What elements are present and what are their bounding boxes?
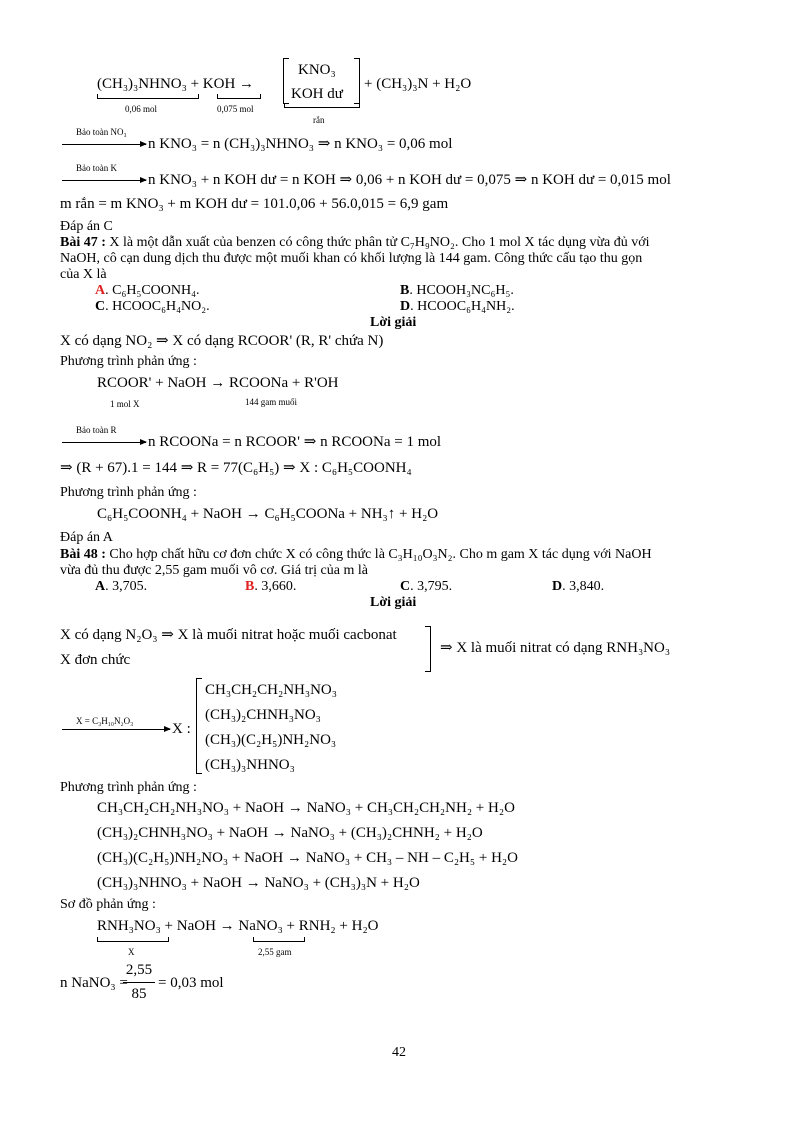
solution-line: Sơ đồ phản ứng : [60,897,156,912]
arrow [62,180,146,181]
reaction-line: (CH₃)₃NHNO₃ + NaOH → NaNO₃ + (CH₃)₃N + H₂O [97,875,420,891]
eq-rhs-bottom: KOH dư [291,86,343,102]
solution-line: ⇒ X là muối nitrat có dạng RNH₃NO₃ [440,640,671,656]
underbrace [217,94,261,99]
label-reactant: X [128,947,135,957]
option-a: A. 3,705. [95,579,148,594]
underbrace [284,103,360,108]
question-text: NaOH, cô cạn dung dịch thu được một muối khan có khối lượng là 144 gam. Công thức cấu tạo thu gọn [60,251,643,266]
arrow-label: X = C₃H₁₀N₂O₃ [76,716,134,726]
frac-denominator: 85 [131,986,147,1002]
isomer: (CH₃)(C₂H₅)NH₂NO₃ [205,732,337,748]
eq-line: n KNO₃ + n KOH dư = n KOH ⇒ 0,06 + n KOH dư = 0,075 ⇒ n KOH dư = 0,015 mol [148,172,671,188]
option-c: C. HCOOC₆H₄NO₂. [95,299,210,314]
arrow [62,442,146,443]
fraction-line [123,982,155,983]
isomer: (CH₃)₃NHNO₃ [205,757,295,773]
question-title: Bài 48 : [60,547,106,562]
question-title: Bài 47 : [60,235,106,250]
solution-line: Phương trình phản ứng : [60,485,197,500]
solution-title: Lời giải [370,315,417,330]
label-product: 2,55 gam [258,947,292,957]
option-b: B. 3,660. [245,579,297,594]
solution-line: Phương trình phản ứng : [60,780,197,795]
arrow [62,144,146,145]
bracket [196,678,202,774]
label-reactant: 1 mol X [110,399,140,409]
eq-main: (CH₃)₃NHNO₃ + KOH → [97,76,255,92]
x-label: X : [172,721,191,737]
arrow-label: Bảo toàn R [76,425,117,435]
answer: Đáp án C [60,219,113,234]
page-number: 42 [392,1045,406,1060]
reaction-line: (CH₃)(C₂H₅)NH₂NO₃ + NaOH → NaNO₃ + CH₃ – NH – C₂H₅ + H₂O [97,850,518,866]
brace-right [425,626,431,672]
reaction-line: RCOOR' + NaOH → RCOONa + R'OH [97,375,339,391]
isomer: CH₃CH₂CH₂NH₃NO₃ [205,682,337,698]
underbrace [97,937,169,942]
isomer: (CH₃)₂CHNH₃NO₃ [205,707,321,723]
brace-right [354,58,360,104]
reaction-line: C₆H₅COONH₄ + NaOH → C₆H₅COONa + NH₃↑ + H₂O [97,506,439,522]
question-text: của X là [60,267,107,282]
frac-lhs: n NaNO₃ = [60,975,128,991]
underbrace [253,937,305,942]
solution-line: X có dạng NO₂ ⇒ X có dạng RCOOR' (R, R' chứa N) [60,333,384,349]
option-c: C. 3,795. [400,579,453,594]
option-b: B. HCOOH₃NC₆H₅. [400,283,514,298]
eq-line: m rắn = m KNO₃ + m KOH dư = 101.0,06 + 56.0,015 = 6,9 gam [60,196,449,212]
label-reactant2: 0,075 mol [217,104,254,114]
frac-numerator: 2,55 [125,962,153,978]
eq-line: ⇒ (R + 67).1 = 144 ⇒ R = 77(C₆H₅) ⇒ X : C₆H₅COONH₄ [60,460,412,476]
reaction-line: CH₃CH₂CH₂NH₃NO₃ + NaOH → NaNO₃ + CH₃CH₂CH₂NH₂ + H₂O [97,800,515,816]
option-d: D. HCOOC₆H₄NH₂. [400,299,515,314]
frac-rhs: = 0,03 mol [158,975,224,991]
arrow-label: Bảo toàn K [76,163,117,173]
brace-left [283,58,289,104]
underbrace [97,94,199,99]
question-47: Bài 47 : X là một dẫn xuất của benzen có công thức phân tử C₇H₉NO₂. Cho 1 mol X tác dụng vừa đủ với [60,235,650,250]
solution-title: Lời giải [370,595,417,610]
reaction-line: (CH₃)₂CHNH₃NO₃ + NaOH → NaNO₃ + (CH₃)₂CHNH₂ + H₂O [97,825,483,841]
label-product: 144 gam muối [245,397,297,407]
option-d: D. 3,840. [552,579,605,594]
arrow-label: Bảo toàn NO₃ [76,127,127,137]
answer: Đáp án A [60,530,113,545]
arrow [62,729,170,730]
solution-line: X đơn chức [60,652,131,668]
option-a: A. C₆H₅COONH₄. [95,283,200,298]
eq-rhs-tail: + (CH₃)₃N + H₂O [364,76,472,92]
solution-line: Phương trình phản ứng : [60,354,197,369]
eq-rhs-top: KNO₃ [298,62,336,78]
label-solid: rắn [313,115,325,125]
solution-line: X có dạng N₂O₃ ⇒ X là muối nitrat hoặc muối cacbonat [60,627,397,643]
label-reactant1: 0,06 mol [125,104,158,114]
eq-line: n RCOONa = n RCOOR' ⇒ n RCOONa = 1 mol [148,434,442,450]
question-text: vừa đủ thu được 2,55 gam muối vô cơ. Giá trị của m là [60,563,368,578]
eq-line: n KNO₃ = n (CH₃)₃NHNO₃ ⇒ n KNO₃ = 0,06 mol [148,136,453,152]
question-48: Bài 48 : Cho hợp chất hữu cơ đơn chức X có công thức là C₃H₁₀O₃N₂. Cho m gam X tác dụng với NaOH [60,547,652,562]
reaction-line: RNH₃NO₃ + NaOH → NaNO₃ + RNH₂ + H₂O [97,918,379,934]
